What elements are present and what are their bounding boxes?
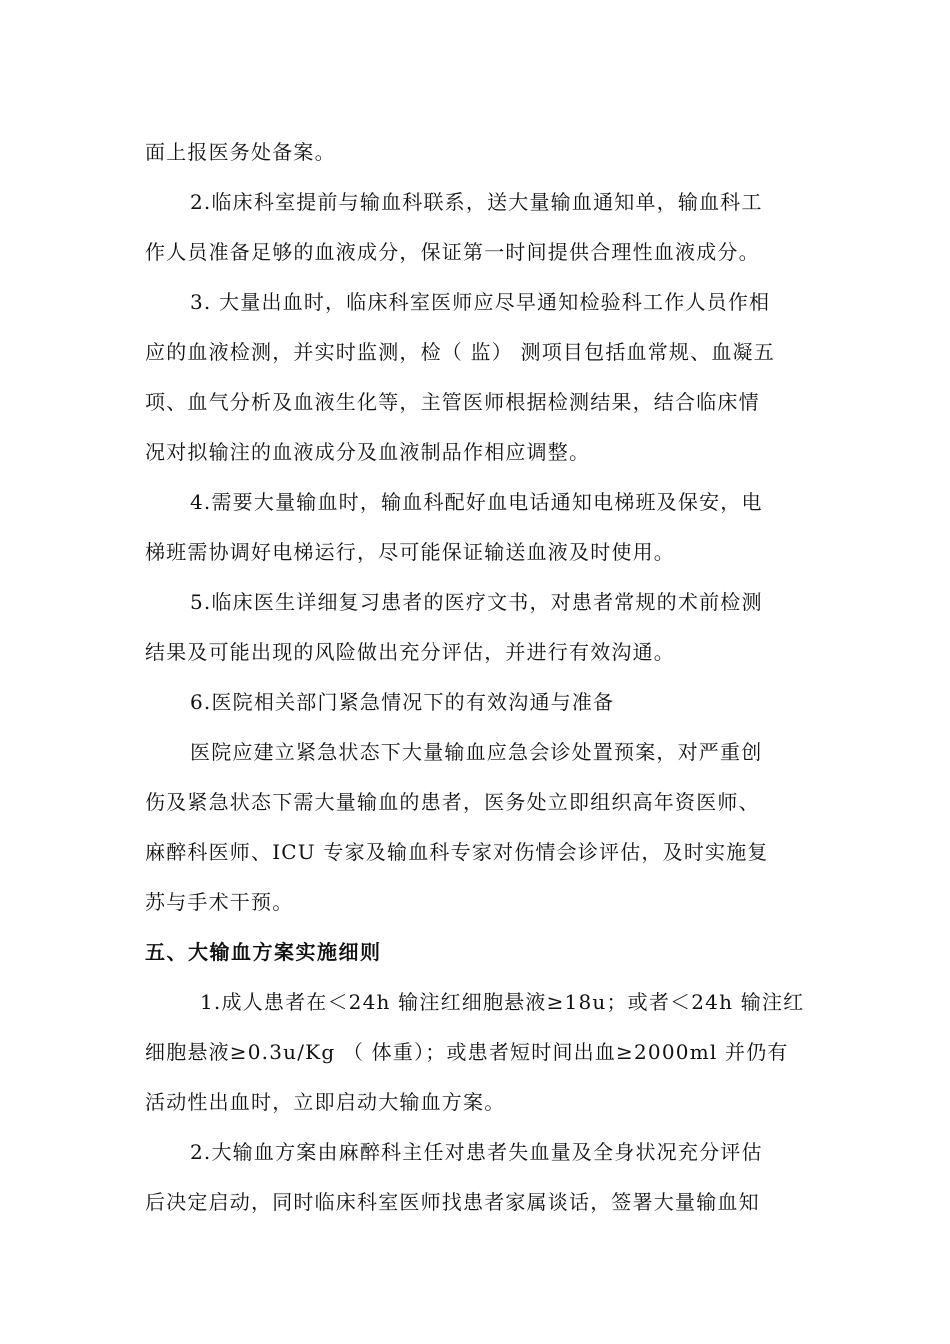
text-line: 况对拟输注的血液成分及血液制品作相应调整。	[145, 440, 591, 464]
text-line: 应的血液检测，并实时监测，检（ 监） 测项目包括血常规、血凝五	[145, 340, 775, 364]
text-line: 细胞悬液≥0.3u/Kg （ 体重）；或患者短时间出血≥2000ml 并仍有	[145, 1040, 789, 1064]
text-line: 6.医院相关部门紧急情况下的有效沟通与准备	[190, 690, 615, 714]
text-line: 4.需要大量输血时，输血科配好血电话通知电梯班及保安，电	[190, 490, 763, 514]
text-line: 作人员准备足够的血液成分，保证第一时间提供合理性血液成分。	[145, 240, 760, 264]
text-line: 麻醉科医师、ICU 专家及输血科专家对伤情会诊评估，及时实施复	[145, 840, 769, 864]
text-line: 1.成人患者在＜24h 输注红细胞悬液≥18u；或者＜24h 输注红	[200, 990, 805, 1014]
text-line: 后决定启动，同时临床科室医师找患者家属谈话，签署大量输血知	[145, 1190, 760, 1214]
text-line: 医院应建立紧急状态下大量输血应急会诊处置预案，对严重创	[190, 740, 763, 764]
text-line: 3. 大量出血时，临床科室医师应尽早通知检验科工作人员作相	[190, 290, 771, 314]
text-line: 苏与手术干预。	[145, 890, 294, 914]
text-line: 5.临床医生详细复习患者的医疗文书，对患者常规的术前检测	[190, 590, 763, 614]
text-line: 2.大输血方案由麻醉科主任对患者失血量及全身状况充分评估	[190, 1140, 763, 1164]
section-heading: 五、大输血方案实施细则	[145, 940, 382, 964]
text-line: 项、血气分析及血液生化等，主管医师根据检测结果，结合临床情	[145, 390, 760, 414]
text-line: 面上报医务处备案。	[145, 140, 336, 164]
text-line: 活动性出血时，立即启动大输血方案。	[145, 1090, 506, 1114]
text-line: 2.临床科室提前与输血科联系，送大量输血通知单，输血科工	[190, 190, 763, 214]
text-line: 梯班需协调好电梯运行，尽可能保证输送血液及时使用。	[145, 540, 675, 564]
text-line: 结果及可能出现的风险做出充分评估，并进行有效沟通。	[145, 640, 675, 664]
text-line: 伤及紧急状态下需大量输血的患者，医务处立即组织高年资医师、	[145, 790, 760, 814]
